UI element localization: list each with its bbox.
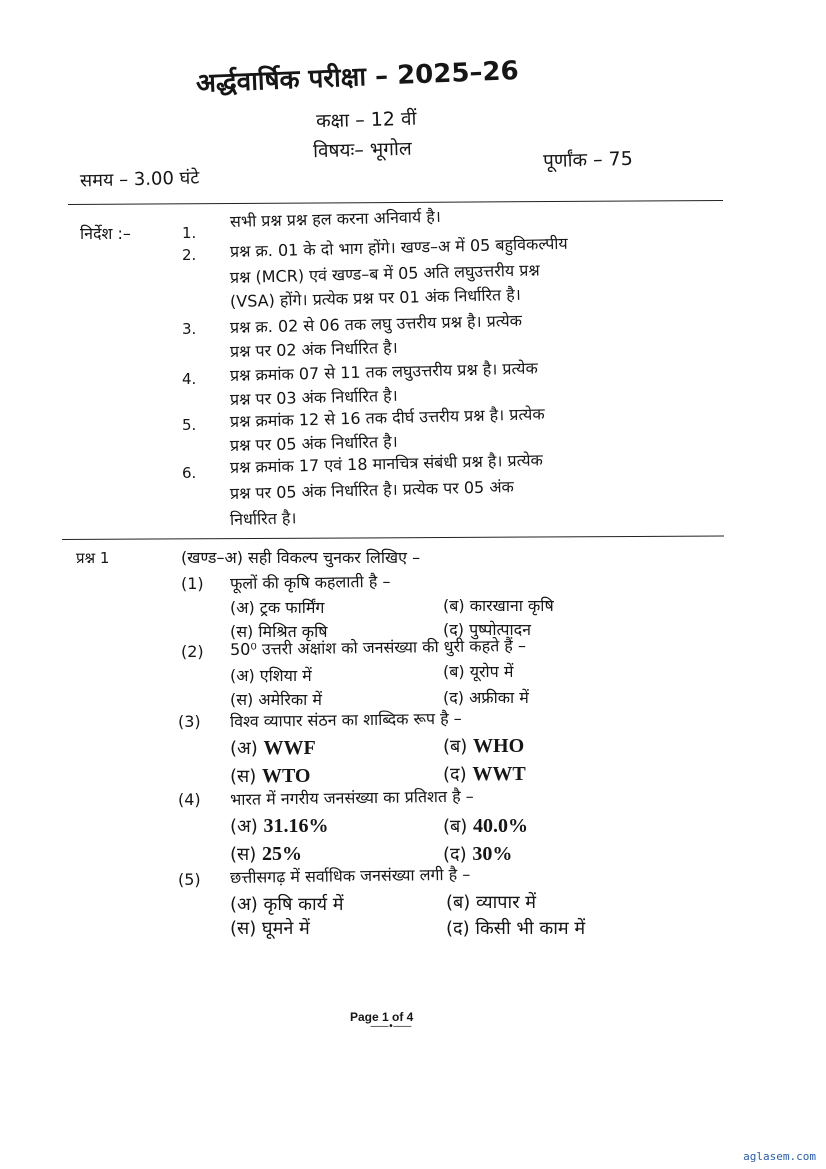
- option-label: (स) WTO: [230, 765, 311, 787]
- instruction-number: 1.: [182, 224, 197, 242]
- option: [443, 762, 526, 786]
- instruction-line: प्रश्न पर 05 अंक निर्धारित है। प्रत्येक पर 05 अंक: [229, 477, 515, 503]
- class-line: कक्षा – 12 वीं: [315, 107, 417, 133]
- instructions-label: निर्देश :–: [80, 224, 131, 243]
- option: [230, 764, 310, 788]
- footer-ornament: ——•——: [370, 1021, 411, 1032]
- option: [230, 814, 329, 838]
- sub-question-text: विश्व व्यापार संठन का शाब्दिक रूप है –: [229, 708, 462, 731]
- exam-time: समय – 3.00 घंटे: [79, 167, 200, 192]
- sub-question-number: (5): [178, 870, 201, 889]
- sub-question-text: छत्तीसगढ़ में सर्वाधिक जनसंख्या लगी है –: [229, 864, 471, 887]
- option-label: (ब) 40.0%: [443, 815, 529, 837]
- instruction-number: 5.: [182, 416, 197, 434]
- sub-question-text: 50⁰ उत्तरी अक्षांश को जनसंख्या की धुरी कहते हैं –: [229, 635, 527, 659]
- option: (ब) व्यापार में: [446, 892, 537, 913]
- instruction-number: 6.: [182, 464, 197, 482]
- option: [443, 734, 524, 758]
- option: (अ) एशिया में: [230, 666, 312, 685]
- option-label: (अ) WWF: [230, 737, 316, 759]
- option: (ब) यूरोप में: [443, 662, 514, 681]
- option: [230, 736, 316, 760]
- page-number: Page 1 of 4: [350, 1010, 414, 1024]
- full-marks: पूर्णांक – 75: [542, 147, 634, 173]
- sub-question-number: (1): [181, 574, 204, 593]
- option: [230, 842, 302, 866]
- instruction-number: 4.: [182, 370, 197, 388]
- option-label: (अ) 31.16%: [230, 815, 329, 837]
- option: (द) अफ्रीका में: [443, 688, 529, 707]
- option: [443, 814, 528, 838]
- option: (स) मिश्रित कृषि: [230, 622, 328, 641]
- instructions-divider: [62, 536, 724, 540]
- instruction-line: प्रश्न (MCR) एवं खण्ड–ब में 05 अति लघुउत्तरीय प्रश्न: [229, 260, 540, 287]
- instruction-line: प्रश्न पर 03 अंक निर्धारित है।: [229, 385, 398, 409]
- option: (ब) कारखाना कृषि: [443, 596, 554, 615]
- option: (स) घूमने में: [230, 918, 310, 939]
- sub-question-number: (2): [181, 642, 204, 661]
- instruction-line: (VSA) होंगे। प्रत्येक प्रश्न पर 01 अंक निर्धारित है।: [229, 284, 522, 311]
- option-label: (स) 25%: [230, 843, 302, 865]
- option: (द) पुष्पोत्पादन: [443, 620, 531, 639]
- option-label: (द) 30%: [443, 843, 513, 865]
- exam-title: अर्द्धवार्षिक परीक्षा – 2025–26: [195, 56, 520, 99]
- instruction-number: 3.: [182, 320, 197, 338]
- option: (स) अमेरिका में: [230, 690, 322, 709]
- question-label: प्रश्न 1: [76, 549, 110, 567]
- subject-line: विषयः– भूगोल: [312, 137, 413, 163]
- sub-question-number: (3): [178, 712, 201, 731]
- instruction-line: प्रश्न क्र. 02 से 06 तक लघु उत्तरीय प्रश्न है। प्रत्येक: [229, 310, 523, 337]
- option-label: (ब) WHO: [443, 735, 525, 757]
- instruction-line: प्रश्न क्रमांक 12 से 16 तक दीर्घ उत्तरीय प्रश्न है। प्रत्येक: [229, 404, 545, 431]
- sub-question-text: फूलों की कृषि कहलाती है –: [229, 571, 391, 593]
- instruction-line: निर्धारित है।: [229, 508, 297, 529]
- option: (अ) ट्रक फार्मिंग: [230, 598, 325, 617]
- header-divider: [68, 200, 723, 205]
- option: (द) किसी भी काम में: [446, 918, 586, 939]
- instruction-line: प्रश्न पर 05 अंक निर्धारित है।: [229, 431, 398, 455]
- instruction-line: प्रश्न क्रमांक 07 से 11 तक लघुउत्तरीय प्रश्न है। प्रत्येक: [229, 358, 538, 385]
- question-heading: (खण्ड–अ) सही विकल्प चुनकर लिखिए –: [181, 548, 421, 567]
- instruction-line: प्रश्न क्रमांक 17 एवं 18 मानचित्र संबंधी प्रश्न है। प्रत्येक: [229, 450, 544, 477]
- watermark: aglasem.com: [743, 1150, 816, 1163]
- sub-question-text: भारत में नगरीय जनसंख्या का प्रतिशत है –: [229, 786, 474, 809]
- instruction-line: प्रश्न क्र. 01 के दो भाग होंगे। खण्ड–अ में 05 बहुविकल्पीय: [229, 233, 568, 261]
- option: (अ) कृषि कार्य में: [230, 894, 344, 915]
- instruction-line: प्रश्न पर 02 अंक निर्धारित है।: [229, 337, 398, 361]
- instruction-line: सभी प्रश्न प्रश्न हल करना अनिवार्य है।: [229, 206, 442, 231]
- sub-question-number: (4): [178, 790, 201, 809]
- option-label: (द) WWT: [443, 763, 526, 785]
- instruction-number: 2.: [182, 246, 197, 264]
